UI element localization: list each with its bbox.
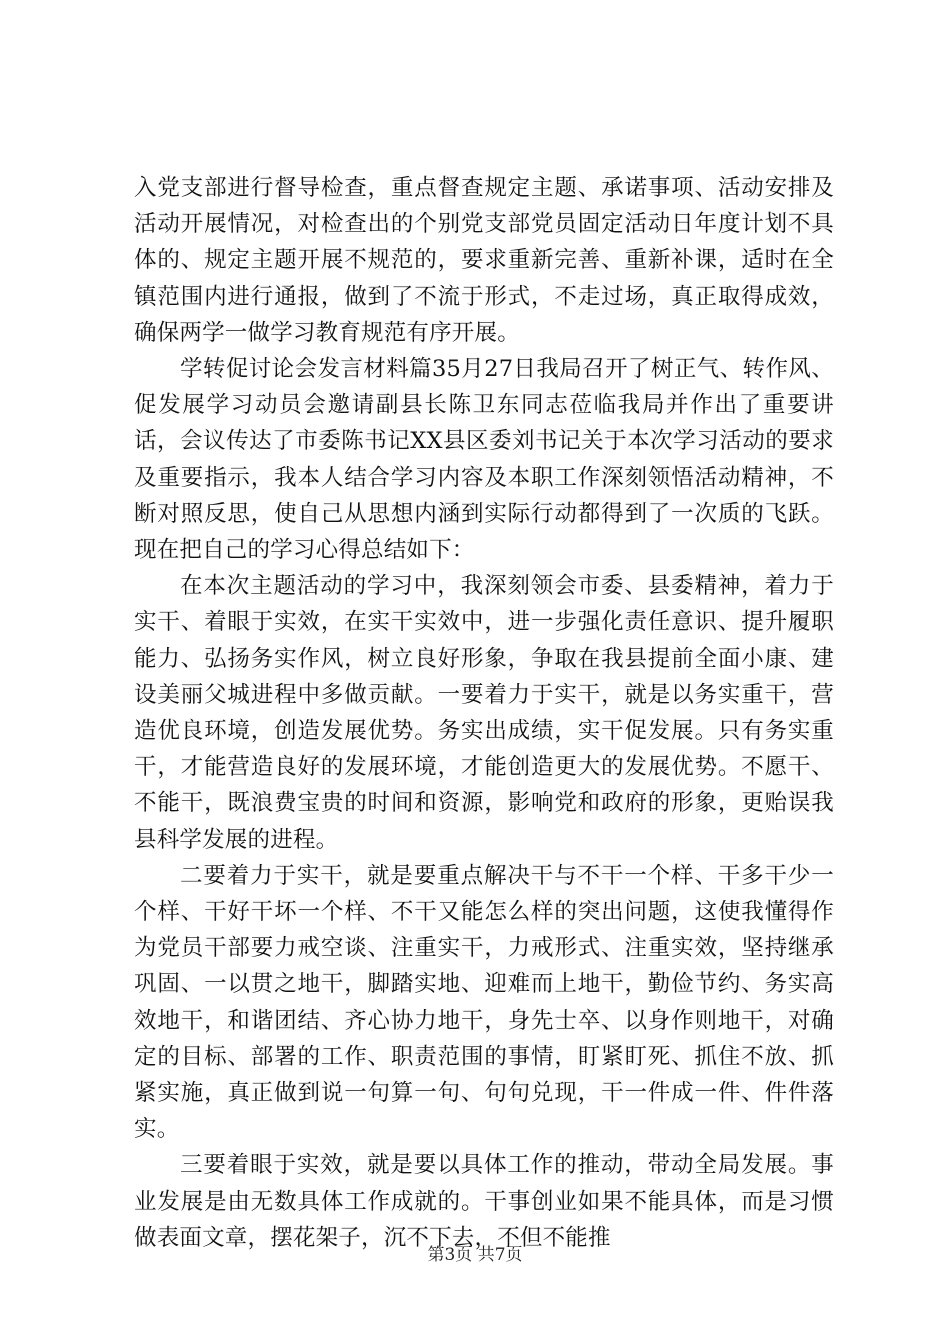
paragraph-2: 学转促讨论会发言材料篇35月27日我局召开了树正气、转作风、促发展学习动员会邀请副县长陈卫东同志莅临我局并作出了重要讲话，会议传达了市委陈书记XX县区委刘书记关于本次学习活动的要求及重要指示，我本人结合学习内容及本职工作深刻领悟活动精神，不断对照反思，使自己从思想内涵到实际行动都得到了一次质的飞跃。现在把自己的学习心得总结如下： <box>134 356 834 564</box>
paragraph-3: 在本次主题活动的学习中，我深刻领会市委、县委精神，着力于实干、着眼于实效，在实干实效中，进一步强化责任意识、提升履职能力、弘扬务实作风，树立良好形象，争取在我县提前全面小康、建设美丽父城进程中多做贡献。一要着力于实干，就是以务实重干，营造优良环境，创造发展优势。务实出成绩，实干促发展。只有务实重干，才能营造良好的发展环境，才能创造更大的发展优势。不愿干、不能干，既浪费宝贵的时间和资源，影响党和政府的形象，更贻误我县科学发展的进程。 <box>134 573 834 853</box>
paragraph-4: 二要着力于实干，就是要重点解决干与不干一个样、干多干少一个样、干好干坏一个样、不干又能怎么样的突出问题，这使我懂得作为党员干部要力戒空谈、注重实干，力戒形式、注重实效，坚持继承巩固、一以贯之地干，脚踏实地、迎难而上地干，勤俭节约、务实高效地干，和谐团结、齐心协力地干，身先士卒、以身作则地干，对确定的目标、部署的工作、职责范围的事情，盯紧盯死、抓住不放、抓紧实施，真正做到说一句算一句、句句兑现，干一件成一件、件件落实。 <box>134 862 834 1143</box>
paragraph-1: 入党支部进行督导检查，重点督查规定主题、承诺事项、活动安排及活动开展情况，对检查出的个别党支部党员固定活动日年度计划不具体的、规定主题开展不规范的，要求重新完善、重新补课，适时在全镇范围内进行通报，做到了不流于形式，不走过场，真正取得成效，确保两学一做学习教育规范有序开展。 <box>134 175 834 346</box>
paragraph-5: 三要着眼于实效，就是要以具体工作的推动，带动全局发展。事业发展是由无数具体工作成就的。干事创业如果不能具体，而是习惯做表面文章，摆花架子，沉不下去，不但不能推 <box>134 1152 834 1251</box>
body-text <box>134 170 834 1256</box>
page-footer: 第3页 共7页 <box>427 1245 523 1265</box>
